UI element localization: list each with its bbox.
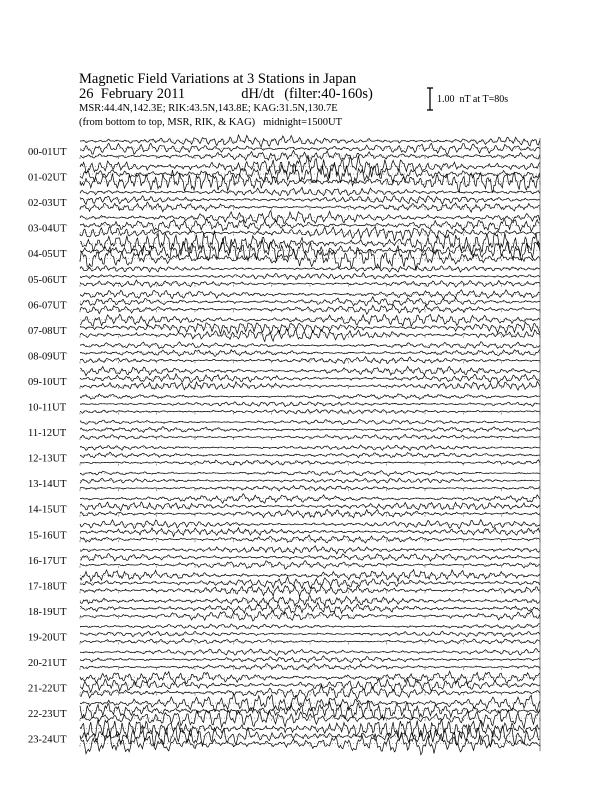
trace-07-08UT-MSR [80, 329, 540, 342]
stations-label: MSR:44.4N,142.3E; RIK:43.5N,143.8E; KAG:31.5N,130.7E [79, 103, 338, 114]
trace-16-17UT-MSR [80, 561, 540, 569]
trace-00-01UT-RIK [80, 143, 540, 155]
row-label-04-05UT: 04-05UT [28, 249, 67, 261]
trace-02-03UT-RIK [80, 196, 540, 205]
trace-09-10UT-RIK [80, 374, 540, 383]
trace-15-16UT-RIK [80, 528, 540, 537]
trace-20-21UT-RIK [80, 656, 540, 663]
trace-06-07UT-KAG [80, 290, 540, 299]
row-label-21-22UT: 21-22UT [28, 683, 67, 695]
trace-07-08UT-RIK [80, 322, 540, 334]
trace-11-12UT-KAG [80, 419, 540, 424]
row-label-23-24UT: 23-24UT [28, 734, 67, 746]
trace-03-04UT-KAG [80, 211, 540, 224]
row-label-22-23UT: 22-23UT [28, 709, 67, 721]
row-label-18-19UT: 18-19UT [28, 606, 67, 618]
order-note: (from bottom to top, MSR, RIK, & KAG) [79, 117, 256, 128]
trace-18-19UT-KAG [80, 596, 540, 606]
midnight-note: midnight=1500UT [263, 117, 343, 128]
row-label-14-15UT: 14-15UT [28, 504, 67, 516]
filter-label: (filter:40-160s) [284, 86, 373, 102]
row-label-00-01UT: 00-01UT [28, 147, 67, 158]
trace-12-13UT-RIK [80, 452, 540, 458]
trace-21-22UT-KAG [80, 671, 540, 685]
trace-00-01UT-MSR [80, 150, 540, 162]
trace-05-06UT-KAG [80, 266, 540, 272]
row-label-13-14UT: 13-14UT [28, 479, 67, 491]
trace-17-18UT-RIK [80, 577, 540, 589]
row-label-11-12UT: 11-12UT [28, 428, 67, 440]
row-label-10-11UT: 10-11UT [28, 402, 67, 414]
trace-07-08UT-KAG [80, 314, 540, 326]
trace-14-15UT-KAG [80, 494, 540, 504]
row-label-12-13UT: 12-13UT [28, 453, 67, 465]
quantity-label: dH/dt [241, 86, 275, 102]
row-label-15-16UT: 15-16UT [28, 530, 67, 542]
trace-02-03UT-KAG [80, 187, 540, 195]
trace-12-13UT-KAG [80, 445, 540, 451]
row-label-16-17UT: 16-17UT [28, 555, 67, 567]
row-label-01-02UT: 01-02UT [28, 172, 67, 184]
row-label-03-04UT: 03-04UT [28, 223, 67, 235]
trace-23-24UT-KAG [80, 720, 540, 739]
row-label-07-08UT: 07-08UT [28, 325, 67, 337]
date-label: 26 February 2011 [79, 86, 186, 102]
row-label-20-21UT: 20-21UT [28, 658, 67, 669]
row-label-17-18UT: 17-18UT [28, 581, 67, 593]
trace-22-23UT-MSR [80, 709, 540, 728]
trace-00-01UT-KAG [80, 135, 540, 147]
row-label-02-03UT: 02-03UT [28, 198, 67, 210]
trace-08-09UT-KAG [80, 342, 540, 349]
trace-16-17UT-KAG [80, 546, 540, 554]
scale-bar-label: 1.00 nT at T=80s [437, 94, 509, 105]
trace-08-09UT-RIK [80, 350, 540, 357]
trace-03-04UT-RIK [80, 219, 540, 231]
chart-title: Magnetic Field Variations at 3 Stations in Japan [79, 71, 357, 87]
row-label-08-09UT: 08-09UT [28, 351, 67, 363]
trace-06-07UT-RIK [80, 297, 540, 306]
trace-13-14UT-KAG [80, 471, 540, 477]
row-label-09-10UT: 09-10UT [28, 376, 67, 388]
row-label-19-20UT: 19-20UT [28, 632, 67, 644]
row-label-05-06UT: 05-06UT [28, 274, 67, 286]
row-label-06-07UT: 06-07UT [28, 300, 67, 312]
